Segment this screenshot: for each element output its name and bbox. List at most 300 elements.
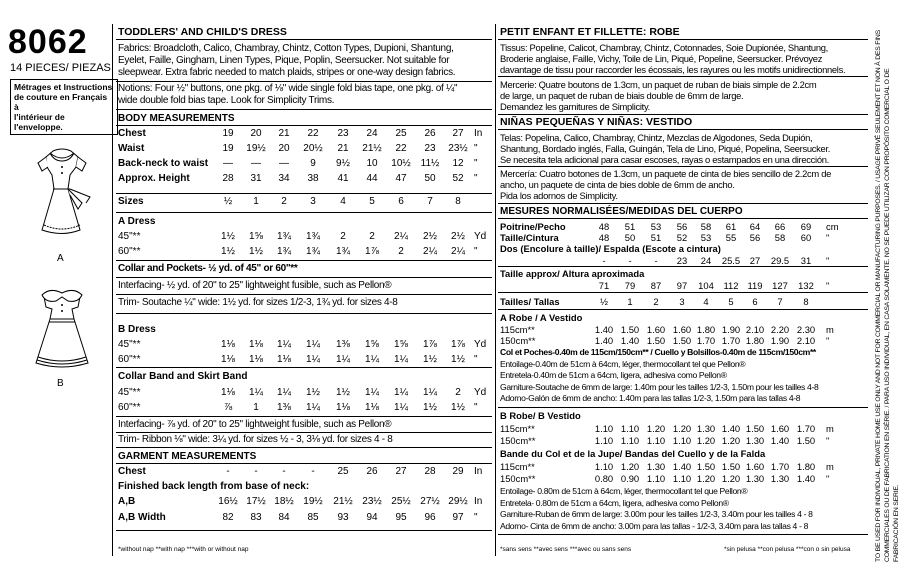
row-value: 132 [798, 280, 814, 291]
row-label: Poitrine/Pecho [500, 221, 566, 232]
pattern-number: 8062 [8, 23, 88, 61]
row-value: 2¼ [451, 246, 465, 257]
row-value: 2.10 [745, 324, 765, 335]
row-value: 1½ [336, 387, 350, 398]
row-value: 1⅜ [277, 402, 291, 413]
row-value: 85 [307, 512, 319, 523]
row-value: 1.50 [796, 435, 816, 446]
a-robe-note: Col et Poches-0.40m de 115cm/150cm** / Cuello y Bolsillos-0.40m de 115cm/150cm** [500, 347, 816, 357]
divider [498, 166, 868, 167]
row-value: 1.30 [745, 435, 765, 446]
row-value: 34 [278, 173, 290, 184]
row-value: 1.80 [696, 324, 716, 335]
row-value: 1.60 [745, 461, 765, 472]
divider [116, 109, 492, 110]
row-value: 25½ [391, 496, 411, 507]
row-value: - [254, 466, 258, 477]
row-value: 1½ [423, 402, 437, 413]
divider [498, 266, 868, 267]
row-value: 9½ [336, 158, 350, 169]
divider [498, 114, 868, 115]
row-value: 1½ [451, 402, 465, 413]
row-value: 1.80 [745, 335, 765, 346]
row-value: 1⅝ [394, 339, 408, 350]
row-value: 1⅛ [277, 354, 291, 365]
row-value: 1.20 [620, 461, 640, 472]
row-value: 23 [676, 255, 688, 266]
row-label: Waist [118, 143, 145, 154]
row-label: 60"** [118, 402, 141, 413]
row-value: 1.10 [594, 435, 614, 446]
fabrics-line: sleepwear. Extra fabric needed to match plaids, stripes or one-way design fabrics. [118, 67, 456, 78]
row-value: 1¼ [394, 387, 408, 398]
row-value: 1.90 [770, 335, 790, 346]
row-value: ½ [223, 196, 233, 207]
row-value: 93 [337, 512, 349, 523]
row-value: 18½ [274, 496, 294, 507]
row-value: 1.10 [620, 435, 640, 446]
divider [116, 81, 492, 82]
usage-notice-line: TO BE USED FOR INDIVIDUAL, PRIVATE HOME USE ONLY AND NOT FOR COMMERCIAL OR MANUFACTURING PURPOSES. / USAGE PRIVÉ SEULEMENT ET NON À DES FINS [875, 30, 882, 562]
row-value: 1 [253, 402, 259, 413]
row-label: 45"** [118, 339, 141, 350]
row-value: 1.80 [796, 461, 816, 472]
row-unit: m [826, 423, 834, 434]
row-value: 69 [800, 221, 812, 232]
row-value: 1.50 [620, 324, 640, 335]
back-neck-label: Dos (Encolure à taille)/ Espalda (Escote a cintura) [500, 243, 721, 254]
row-value: 119 [747, 280, 763, 291]
row-unit: " [474, 143, 478, 154]
row-value: 1.70 [796, 423, 816, 434]
row-value: 3 [679, 296, 685, 307]
divider [498, 203, 868, 204]
row-value: 51 [624, 221, 636, 232]
row-value: 41 [337, 173, 349, 184]
row-value: 1.60 [672, 324, 692, 335]
row-value: 127 [772, 280, 788, 291]
divider [116, 212, 492, 213]
english-title: TODDLERS' AND CHILD'S DRESS [118, 26, 287, 38]
row-value: 29 [452, 466, 464, 477]
row-label: A,B [118, 496, 136, 507]
row-value: 1.20 [646, 423, 666, 434]
row-value: 1⅞ [423, 339, 437, 350]
row-value: 1¼ [277, 387, 291, 398]
finished-length-label: Finished back length from base of neck: [118, 481, 310, 492]
row-value: 12 [452, 158, 464, 169]
row-unit: " [474, 402, 478, 413]
row-label: 60"** [118, 246, 141, 257]
row-value: 1.10 [620, 423, 640, 434]
usage-notice [874, 22, 912, 562]
row-value: 61 [725, 221, 737, 232]
row-value: 1⅛ [336, 402, 350, 413]
row-unit: " [474, 512, 478, 523]
row-value: 2½ [423, 231, 437, 242]
row-value: 1½ [221, 231, 235, 242]
row-value: 1¾ [277, 246, 291, 257]
row-value: 24 [700, 255, 712, 266]
row-value: 1.50 [721, 461, 741, 472]
b-robe-note: Garniture-Ruban de 6mm de large: 3.00m pour les tailles 1/2-3, 3.40m pour les tailles 4 - 8 [500, 509, 813, 519]
row-value: 21½ [362, 143, 382, 154]
a-dress-interfacing: Interfacing- ½ yd. of 20" to 25" lightweight fusible, such as Pellon® [118, 280, 392, 291]
b-robe-note: Adorno- Cinta de 6mm de ancho: 3.00m para las tallas - 1/2-3, 3.40m para las tallas 4 - 8 [500, 520, 809, 531]
a-dress-trim: Trim- Soutache ¼" wide: 1½ yd. for sizes 1/2-3, 1¾ yd. for sizes 4-8 [118, 297, 398, 308]
row-unit: cm [826, 221, 839, 232]
row-value: 1½ [451, 354, 465, 365]
row-unit: " [826, 232, 830, 243]
divider [116, 447, 492, 448]
row-value: 1.10 [672, 473, 692, 484]
row-value: 3 [310, 196, 316, 207]
row-unit: " [826, 473, 830, 484]
row-value: 1.50 [672, 335, 692, 346]
row-value: 26 [424, 128, 436, 139]
divider [498, 407, 868, 408]
a-robe-title: A Robe / A Vestido [500, 312, 583, 323]
row-unit: In [474, 496, 483, 507]
fabrics-line: Fabrics: Broadcloth, Calico, Chambray, Chintz, Cotton Types, Dupioni, Shantung, [118, 43, 454, 54]
row-value: 50 [624, 232, 636, 243]
row-value: 19 [222, 128, 234, 139]
row-value: 1¾ [306, 231, 320, 242]
row-value: 22 [395, 143, 407, 154]
row-value: 1.30 [646, 461, 666, 472]
row-value: 1½ [306, 387, 320, 398]
row-value: 1⅞ [365, 246, 379, 257]
row-value: 1⅛ [249, 339, 263, 350]
divider [116, 367, 492, 368]
french-note-line: l'intérieur de [14, 112, 65, 122]
row-value: 20 [278, 143, 290, 154]
row-value: 38 [307, 173, 319, 184]
row-value: 1¼ [277, 339, 291, 350]
row-value: 52 [676, 232, 688, 243]
row-value: 51 [650, 232, 662, 243]
row-value: 7 [777, 296, 783, 307]
row-label: Chest [118, 128, 146, 139]
divider [116, 416, 492, 417]
divider [116, 313, 492, 314]
row-label: 150cm** [500, 473, 536, 484]
row-value: 23½ [362, 496, 382, 507]
tissus-line: Tissus: Popeline, Calicot, Chambray, Chintz, Cotonnades, Soie Dupionée, Shantung, [500, 42, 828, 53]
notions-line: Notions: Four ½" buttons, one pkg. of ⅛" wide single fold bias tape, one pkg. of ¼" [118, 83, 458, 94]
row-value: 5 [728, 296, 734, 307]
row-value: 94 [366, 512, 378, 523]
row-label: 150cm** [500, 435, 536, 446]
row-value: 2 [281, 196, 287, 207]
row-value: 20½ [303, 143, 323, 154]
merceria-line: ancho, un paquete de cinta de bies doble de 6mm de ancho. [500, 179, 735, 190]
row-value: 1.20 [721, 473, 741, 484]
row-value: 1⅝ [365, 339, 379, 350]
row-unit: m [826, 324, 834, 335]
row-label: 45"** [118, 387, 141, 398]
row-value: 1¼ [306, 402, 320, 413]
row-value: 2 [653, 296, 659, 307]
row-value: 95 [395, 512, 407, 523]
row-value: 1.40 [796, 473, 816, 484]
nap-footnote-fr: *sans sens **avec sens ***avec ou sans sens [500, 546, 632, 553]
row-value: 9 [310, 158, 316, 169]
row-unit: " [474, 158, 478, 169]
row-value: 23½ [448, 143, 468, 154]
row-value: 22 [307, 128, 319, 139]
row-value: 58 [774, 232, 786, 243]
row-value: 1¼ [394, 354, 408, 365]
divider [116, 294, 492, 295]
telas-line: Shantung, Bordado inglés, Falla, Guingán, Tela de Lino, Piqué, Popelina, Seersucker. [500, 143, 831, 154]
row-value: 1.10 [646, 473, 666, 484]
row-value: 1¼ [249, 387, 263, 398]
row-value: 1.70 [696, 335, 716, 346]
view-a-label: A [57, 253, 64, 264]
divider [116, 277, 492, 278]
b-robe-note: Entoilage- 0.80m de 51cm à 64cm, léger, thermocollant tel que Pellon® [500, 486, 748, 496]
row-value: 97 [676, 280, 688, 291]
b-dress-interfacing: Interfacing- ⅞ yd. of 20" to 25" lightweight fusible, such as Pellon® [118, 419, 392, 430]
body-measurements-title: BODY MEASUREMENTS [118, 113, 235, 124]
french-title: PETIT ENFANT ET FILLETTE: ROBE [500, 26, 680, 38]
row-value: 82 [222, 512, 234, 523]
b-dress-title: B Dress [118, 324, 156, 335]
row-unit: " [474, 354, 478, 365]
row-value: 27½ [420, 496, 440, 507]
row-value: 27 [395, 466, 407, 477]
row-value: 112 [723, 280, 739, 291]
row-value: 2¼ [423, 246, 437, 257]
row-value: 1⅛ [249, 354, 263, 365]
row-value: 1 [253, 196, 259, 207]
row-value: 84 [278, 512, 290, 523]
row-value: — [251, 158, 261, 169]
french-note-line: l'enveloppe. [14, 122, 63, 132]
row-value: - [311, 466, 315, 477]
row-value: 2½ [451, 231, 465, 242]
row-value: 17½ [246, 496, 266, 507]
divider [498, 309, 868, 310]
height-label: Taille approx/ Altura aproximada [500, 268, 645, 279]
a-dress-title: A Dress [118, 216, 156, 227]
row-value: 1⅛ [221, 354, 235, 365]
row-value: 1.50 [696, 461, 716, 472]
row-value: 11½ [420, 158, 440, 169]
row-value: — [223, 158, 233, 169]
row-label: 115cm** [500, 324, 535, 335]
row-value: 24 [366, 128, 378, 139]
row-value: 48 [598, 221, 610, 232]
mercerie-line: Mercerie: Quatre boutons de 1.3cm, un paquet de ruban de biais simple de 2.2cm [500, 79, 817, 90]
divider [498, 76, 868, 77]
divider [116, 432, 492, 433]
row-value: 19½ [246, 143, 266, 154]
row-value: 2 [398, 246, 404, 257]
row-value: 2 [340, 231, 346, 242]
row-label: A,B Width [118, 512, 166, 523]
row-value: 25.5 [721, 255, 741, 266]
row-value: 1¼ [336, 354, 350, 365]
row-value: 55 [725, 232, 737, 243]
merceria-line: Mercería: Cuatro botones de 1.3cm, un paquete de cinta de bies sencillo de 2.2cm de [500, 168, 832, 179]
row-value: 1½ [221, 246, 235, 257]
fabrics-line: Eyelet, Faille, Gingham, Linen Types, Pique, Poplin, Seersucker. Not suitable for [118, 55, 450, 66]
row-value: 21½ [333, 496, 353, 507]
row-value: 96 [424, 512, 436, 523]
row-unit: " [826, 255, 830, 266]
row-value: 1.10 [672, 435, 692, 446]
row-value: 0.90 [620, 473, 640, 484]
row-value: 1¼ [306, 339, 320, 350]
tissus-line: davantage de tissu pour raccorder les écossais, les rayures ou les motifs unidirectionnels. [500, 64, 846, 75]
row-value: 1⅞ [451, 339, 465, 350]
row-value: 0.80 [594, 473, 614, 484]
pieces-count: 14 PIECES/ PIEZAS [10, 62, 111, 74]
row-value: 21 [278, 128, 290, 139]
view-b-label: B [57, 378, 64, 389]
row-value: 1¼ [423, 387, 437, 398]
a-robe-note: Entoilage-0.40m de 51cm à 64cm, léger, thermocollant tel que Pellon® [500, 358, 746, 369]
row-value: 31 [800, 255, 812, 266]
divider [498, 39, 868, 40]
divider [498, 534, 868, 535]
row-value: 50 [424, 173, 436, 184]
row-value: 27 [452, 128, 464, 139]
row-value: 1½ [423, 354, 437, 365]
row-value: 1¼ [394, 402, 408, 413]
row-value: 1.30 [745, 473, 765, 484]
row-value: 2.30 [796, 324, 816, 335]
row-value: 8 [455, 196, 461, 207]
row-unit: Yd [474, 387, 487, 398]
row-value: 16½ [218, 496, 238, 507]
row-value: 2 [455, 387, 461, 398]
row-value: 53 [650, 221, 662, 232]
band-title: Collar Band and Skirt Band [118, 371, 248, 382]
row-value: 56 [749, 232, 761, 243]
row-value: 56 [676, 221, 688, 232]
row-value: 2 [369, 231, 375, 242]
row-value: 1.40 [594, 324, 614, 335]
row-value: 1⅜ [336, 339, 350, 350]
row-value: 1⅛ [221, 387, 235, 398]
row-value: 1¾ [336, 246, 350, 257]
row-unit: " [826, 335, 830, 346]
row-label: 60"** [118, 354, 141, 365]
telas-line: Se necesita tela adicional para casar escoses, rayas o estampados en una dirección. [500, 154, 829, 165]
b-robe-note: Entretela- 0.80m de 51cm a 64cm, ligera, adhesiva como Pellon® [500, 497, 729, 508]
row-value: ⅞ [223, 402, 233, 413]
row-value: 1.60 [770, 423, 790, 434]
row-value: 1¾ [277, 231, 291, 242]
row-value: 1.50 [646, 335, 666, 346]
row-value: - [226, 466, 230, 477]
row-value: 25 [395, 128, 407, 139]
row-value: 1.10 [594, 423, 614, 434]
row-unit: " [826, 280, 830, 291]
row-value: 1.60 [646, 324, 666, 335]
b-dress-trim: Trim- Ribbon ⅛" wide: 3¼ yd. for sizes ½ - 3, 3⅛ yd. for sizes 4 - 8 [118, 434, 393, 445]
row-label: Tailles/ Tallas [500, 296, 560, 307]
tissus-line: Broderie anglaise, Faille, Vichy, Toile de Lin, Piqué, Popeline, Seersucker. Prévoyez [500, 53, 823, 64]
divider [116, 39, 492, 40]
row-value: 1.70 [721, 335, 741, 346]
divider [498, 129, 868, 130]
a-robe-note: Garniture-Soutache de 6mm de large: 1.40m pour les tailles 1/2-3, 1.50m pour les tailles 4-8 [500, 381, 819, 392]
row-unit: In [474, 466, 483, 477]
row-value: 1.10 [646, 435, 666, 446]
merceria-line: Pida los adornos de Simplicity. [500, 190, 618, 201]
row-value: 4 [340, 196, 346, 207]
garment-measurements-title: GARMENT MEASUREMENTS [118, 451, 257, 462]
row-label: Taille/Cintura [500, 232, 559, 243]
row-value: 2¼ [394, 231, 408, 242]
row-value: - [654, 255, 658, 266]
row-value: 1¼ [365, 387, 379, 398]
row-value: 1½ [249, 246, 263, 257]
row-value: 79 [624, 280, 636, 291]
usage-notice-line: FABRICACIÓN EN SERIE. [893, 484, 900, 562]
row-label: Chest [118, 466, 146, 477]
row-value: 19 [222, 143, 234, 154]
row-value: 6 [752, 296, 758, 307]
row-value: - [282, 466, 286, 477]
divider [116, 463, 492, 464]
row-value: 66 [774, 221, 786, 232]
b-robe-title: B Robe/ B Vestido [500, 410, 581, 421]
row-value: 1.20 [696, 473, 716, 484]
row-unit: Yd [474, 339, 487, 350]
row-value: 10 [366, 158, 378, 169]
nap-footnote: *without nap **with nap ***with or without nap [118, 546, 249, 553]
row-value: 1.10 [594, 461, 614, 472]
row-value: ½ [600, 296, 608, 307]
row-value: 44 [366, 173, 378, 184]
row-value: 104 [698, 280, 714, 291]
usage-notice-line: COMMERCIALES OU DE FABRICATION EN SÉRIE. / PARA USO INDIVIDUAL, EN CASA SOLAMENTE. NO SE PUEDE UTILIZAR CON PROPÓSITO COMERCIAL O DE [884, 68, 891, 562]
row-value: 1¼ [365, 354, 379, 365]
row-value: 1¾ [306, 246, 320, 257]
row-value: 1¼ [306, 354, 320, 365]
row-value: 52 [452, 173, 464, 184]
row-value: 28 [424, 466, 436, 477]
row-label: 150cm** [500, 335, 536, 346]
row-value: - [602, 255, 606, 266]
row-value: 83 [250, 512, 262, 523]
column-divider [112, 24, 113, 556]
telas-line: Telas: Popelina, Calico, Chambray, Chintz, Mezclas de Algodones, Seda Dupión, [500, 132, 813, 143]
row-value: 1 [627, 296, 633, 307]
row-unit: " [474, 246, 478, 257]
row-value: - [628, 255, 632, 266]
row-value: 2.20 [770, 324, 790, 335]
row-unit: " [826, 435, 830, 446]
row-value: 19½ [303, 496, 323, 507]
row-value: 1.40 [770, 435, 790, 446]
row-value: 71 [598, 280, 610, 291]
row-unit: Yd [474, 231, 487, 242]
row-value: 26 [366, 466, 378, 477]
row-value: 47 [395, 173, 407, 184]
row-label: Approx. Height [118, 173, 190, 184]
dress-b-illustration [20, 283, 105, 378]
french-note [10, 79, 118, 135]
divider [116, 125, 492, 126]
row-value: 1.40 [620, 335, 640, 346]
row-value: 1⅛ [365, 402, 379, 413]
